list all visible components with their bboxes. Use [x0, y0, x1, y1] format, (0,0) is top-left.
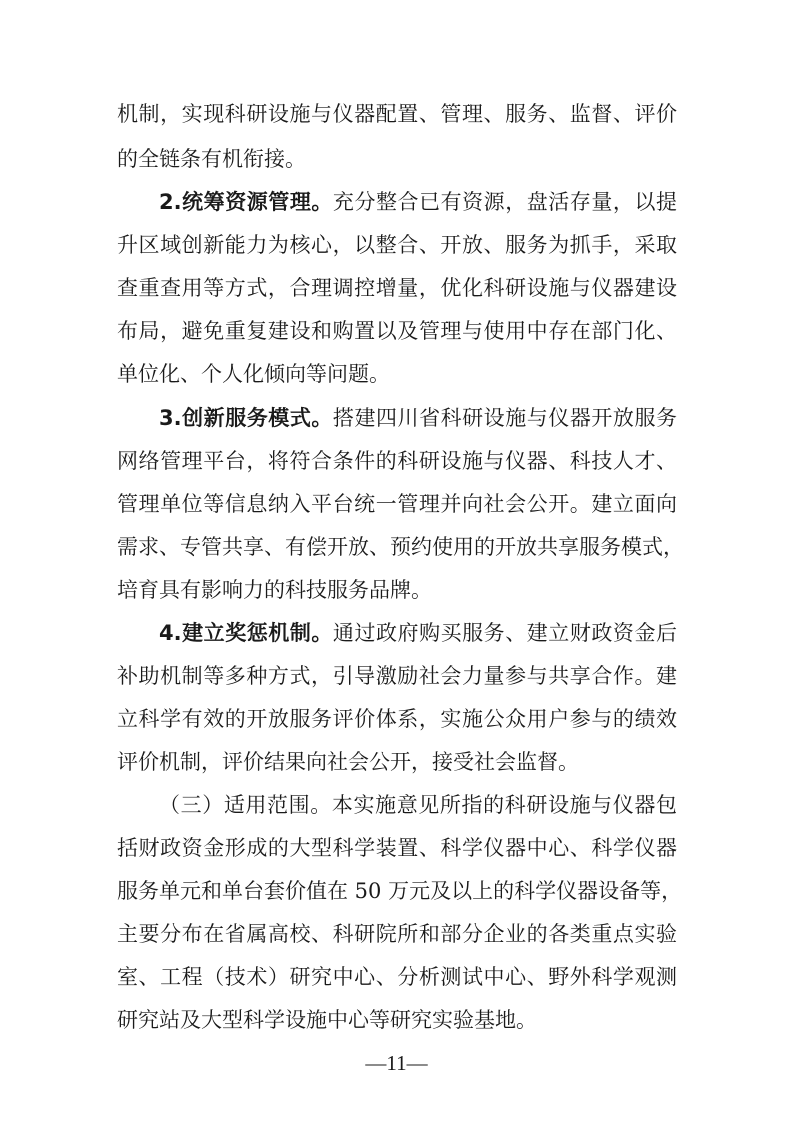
section-heading: 3.创新服务模式。	[159, 406, 333, 430]
page-number: —11—	[365, 1051, 428, 1075]
paragraph-line: 布局，避免重复建设和购置以及管理与使用中存在部门化、	[117, 319, 677, 343]
paragraph-line: 的全链条有机衔接。	[117, 147, 306, 171]
paragraph-line: 括财政资金形成的大型科学装置、科学仪器中心、科学仪器	[117, 836, 677, 860]
paragraph-line: 管理单位等信息纳入平台统一管理并向社会公开。建立面向	[117, 492, 677, 516]
paragraph-line: 室、工程（技术）研究中心、分析测试中心、野外科学观测	[117, 965, 677, 989]
paragraph-line: 培育具有影响力的科技服务品牌。	[117, 578, 432, 602]
paragraph-line: 需求、专管共享、有偿开放、预约使用的开放共享服务模式，	[117, 535, 684, 559]
paragraph-line: （三）适用范围。本实施意见所指的科研设施与仪器包	[159, 793, 677, 817]
paragraph-line: 升区域创新能力为核心，以整合、开放、服务为抓手，采取	[117, 233, 677, 257]
paragraph-line	[159, 188, 677, 216]
paragraph-line: 单位化、个人化倾向等问题。	[117, 362, 390, 386]
paragraph-line: 立科学有效的开放服务评价体系，实施公众用户参与的绩效	[117, 707, 677, 731]
paragraph-line: 机制，实现科研设施与仪器配置、管理、服务、监督、评价	[117, 102, 677, 126]
paragraph-line: 评价机制，评价结果向社会公开，接受社会监督。	[117, 750, 579, 774]
paragraph-line: 补助机制等多种方式，引导激励社会力量参与共享合作。建	[117, 664, 677, 688]
paragraph-text: 充分整合已有资源，盘活存量，以提	[332, 190, 677, 214]
paragraph-line: 主要分布在省属高校、科研院所和部分企业的各类重点实验	[117, 922, 677, 946]
section-heading: 4.建立奖惩机制。	[159, 621, 333, 645]
paragraph-line: 研究站及大型科学设施中心等研究实验基地。	[117, 1008, 537, 1032]
paragraph-line: 查重查用等方式，合理调控增量，优化科研设施与仪器建设	[117, 276, 677, 300]
paragraph-text: 通过政府购买服务、建立财政资金后	[332, 621, 677, 645]
paragraph-line: 服务单元和单台套价值在 50 万元及以上的科学仪器设备等，	[117, 879, 683, 903]
paragraph-line: 网络管理平台，将符合条件的科研设施与仪器、科技人才、	[117, 449, 677, 473]
paragraph-line	[159, 619, 677, 647]
paragraph-line	[159, 404, 677, 432]
section-heading: 2.统筹资源管理。	[159, 190, 333, 214]
paragraph-text: 搭建四川省科研设施与仪器开放服务	[332, 406, 677, 430]
